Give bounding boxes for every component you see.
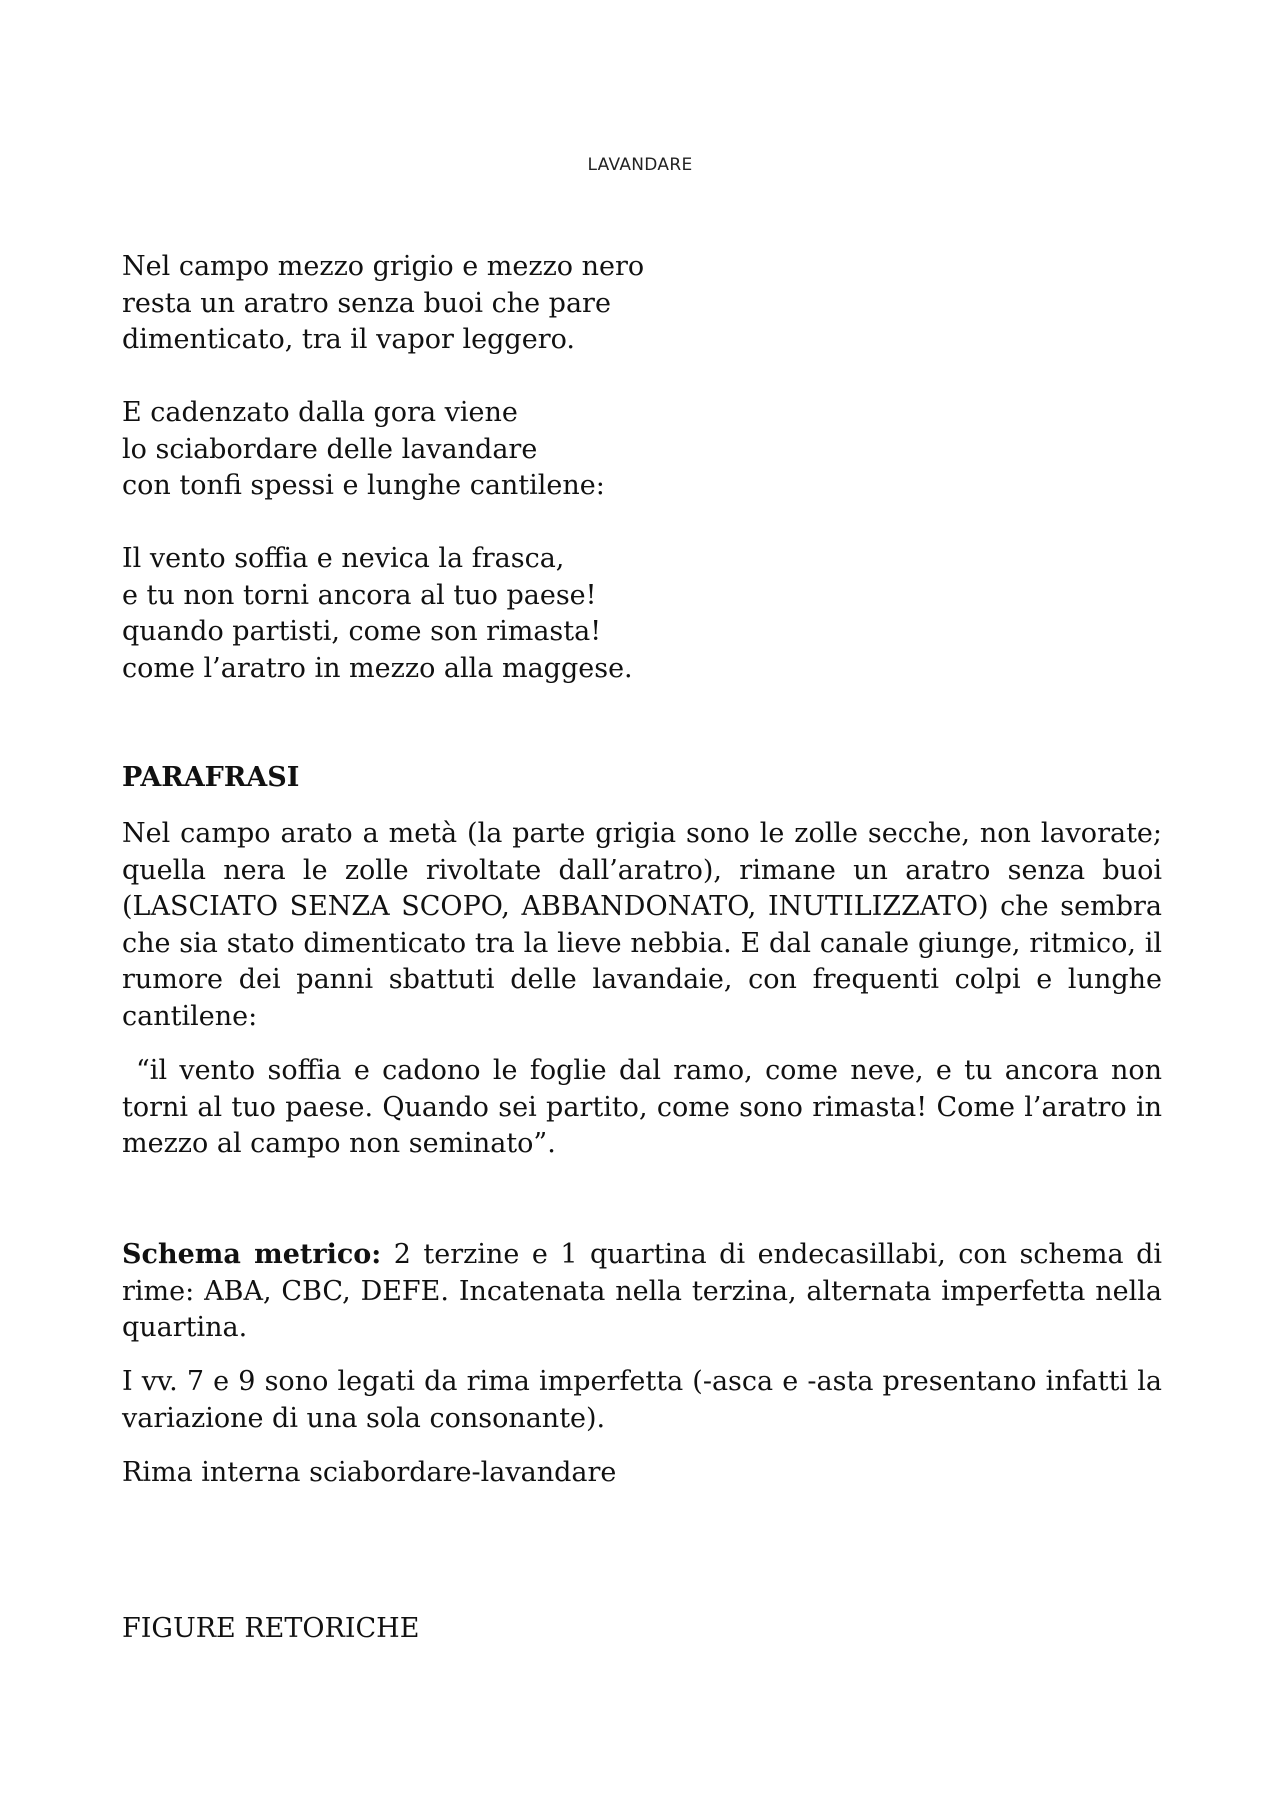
metrica-text: 2 terzine e 1 quartina di endecasillabi, con schema di rime: ABA, CBC, DEFE. Incatenata nella terzina, alternata imperfetta nella quartina. <box>122 1239 1162 1343</box>
poem-line: dimenticato, tra il vapor leggero. <box>122 324 575 355</box>
poem-stanza-2 <box>122 395 1162 505</box>
parafrasi-quote-paragraph: “il vento soffia e cadono le foglie dal ramo, come neve, e tu ancora non torni al tuo paese. Quando sei partito, come sono rimasta! Come l’aratro in mezzo al campo non seminato”. <box>122 1055 1162 1159</box>
poem-stanza-3 <box>122 541 1162 687</box>
poem-line: quando partisti, come son rimasta! <box>122 616 602 647</box>
poem-line: resta un aratro senza buoi che pare <box>122 287 611 319</box>
poem-line: e tu non torni ancora al tuo paese! <box>122 579 597 611</box>
poem-line: Il vento soffia e nevica la frasca, <box>122 543 565 574</box>
rima-interna-section <box>122 1455 1162 1492</box>
poem-line: E cadenzato dalla gora viene <box>122 397 518 428</box>
poem-line: come l’aratro in mezzo alla maggese. <box>122 652 633 684</box>
rima-imperfetta-section <box>122 1364 1162 1437</box>
poem-line: Nel campo mezzo grigio e mezzo nero <box>122 251 645 282</box>
metrica-label: Schema metrico: <box>122 1239 382 1270</box>
rima-imperfetta-paragraph: I vv. 7 e 9 sono legati da rima imperfetta (-asca e -asta presentano infatti la variazione di una sola consonante). <box>122 1366 1162 1434</box>
rima-interna-paragraph: Rima interna sciabordare-lavandare <box>122 1457 617 1488</box>
poem-stanza-1 <box>122 249 1162 359</box>
metrica-paragraph <box>122 1237 1162 1347</box>
parafrasi-heading: PARAFRASI <box>122 762 300 793</box>
parafrasi-quote-section <box>122 1053 1162 1163</box>
parafrasi-section <box>122 816 1162 1035</box>
poem-line: con tonfi spessi e lunghe cantilene: <box>122 470 605 501</box>
parafrasi-paragraph: Nel campo arato a metà (la parte grigia sono le zolle secche, non lavorate; quella nera le zolle rivoltate dall’aratro), rimane un aratro senza buoi (LASCIATO SENZA SCOPO, ABBANDONATO, INUTILIZZATO) che sembra che sia stato dimenticato tra la lieve nebbia. E dal canale giunge, ritmico, il rumore dei panni sbattuti delle lavandaie, con frequenti colpi e lunghe cantilene: <box>122 818 1162 1032</box>
metrica-section <box>122 1237 1162 1347</box>
page-title: LAVANDARE <box>587 155 693 175</box>
poem-line: lo sciabordare delle lavandare <box>122 433 538 465</box>
figure-retoriche-heading: FIGURE RETORICHE <box>122 1613 420 1644</box>
